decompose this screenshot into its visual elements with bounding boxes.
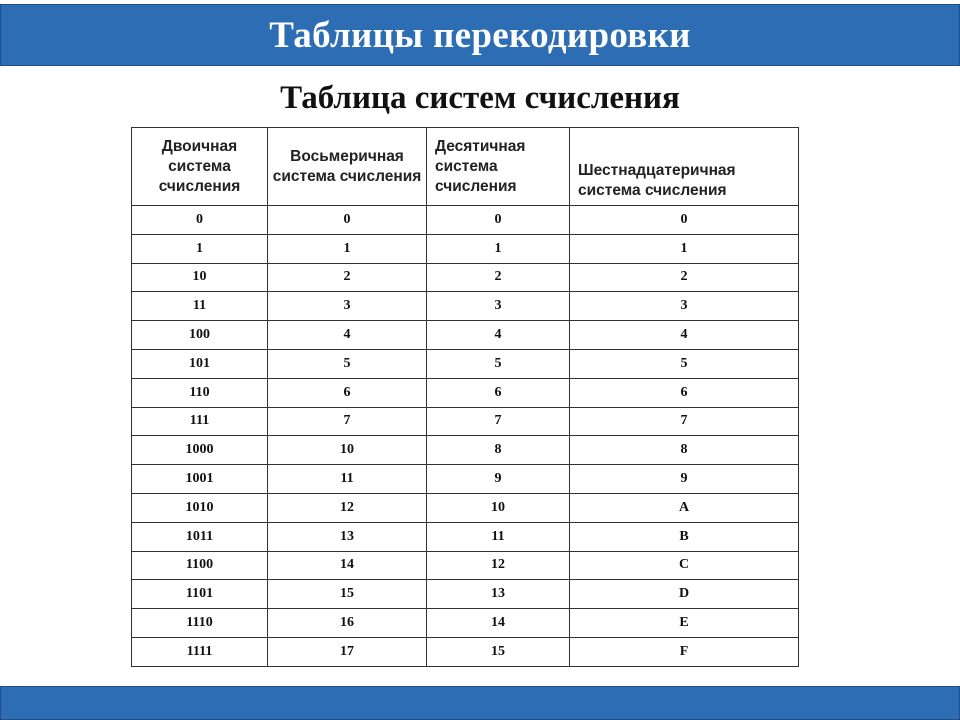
hex-cell: C [570, 551, 799, 580]
table-row [132, 465, 799, 494]
binary-cell: 1000 [132, 436, 268, 465]
hex-cell: 1 [570, 234, 799, 263]
binary-cell: 10 [132, 263, 268, 292]
decimal-cell: 14 [427, 609, 570, 638]
hex-cell: 8 [570, 436, 799, 465]
binary-cell: 101 [132, 349, 268, 378]
decimal-cell: 0 [427, 206, 570, 235]
octal-cell: 2 [268, 263, 427, 292]
column-header-decimal: Десятичная система счисления [427, 128, 570, 206]
octal-cell: 5 [268, 349, 427, 378]
hex-cell: 0 [570, 206, 799, 235]
binary-cell: 1100 [132, 551, 268, 580]
footer-bar [0, 686, 960, 720]
binary-cell: 0 [132, 206, 268, 235]
decimal-cell: 5 [427, 349, 570, 378]
binary-cell: 1001 [132, 465, 268, 494]
decimal-cell: 4 [427, 321, 570, 350]
table-row [132, 263, 799, 292]
decimal-cell: 6 [427, 378, 570, 407]
octal-cell: 10 [268, 436, 427, 465]
hex-cell: A [570, 493, 799, 522]
hex-cell: 4 [570, 321, 799, 350]
octal-cell: 1 [268, 234, 427, 263]
octal-cell: 0 [268, 206, 427, 235]
binary-cell: 100 [132, 321, 268, 350]
hex-cell: F [570, 637, 799, 666]
decimal-cell: 11 [427, 522, 570, 551]
hex-cell: 2 [570, 263, 799, 292]
hex-cell: 9 [570, 465, 799, 494]
binary-cell: 1010 [132, 493, 268, 522]
octal-cell: 12 [268, 493, 427, 522]
hex-cell: 3 [570, 292, 799, 321]
octal-cell: 11 [268, 465, 427, 494]
table-row [132, 234, 799, 263]
page-title: Таблицы перекодировки [269, 14, 691, 56]
table-title: Таблица систем счисления [280, 80, 680, 116]
binary-cell: 1110 [132, 609, 268, 638]
decimal-cell: 9 [427, 465, 570, 494]
decimal-cell: 12 [427, 551, 570, 580]
hex-cell: B [570, 522, 799, 551]
octal-cell: 15 [268, 580, 427, 609]
octal-cell: 14 [268, 551, 427, 580]
header-bar [0, 4, 960, 66]
decimal-cell: 13 [427, 580, 570, 609]
table-row [132, 349, 799, 378]
octal-cell: 3 [268, 292, 427, 321]
binary-cell: 111 [132, 407, 268, 436]
binary-cell: 1 [132, 234, 268, 263]
decimal-cell: 3 [427, 292, 570, 321]
table-header-row [132, 128, 799, 206]
octal-cell: 13 [268, 522, 427, 551]
table-body [132, 206, 799, 667]
octal-cell: 7 [268, 407, 427, 436]
hex-cell: 7 [570, 407, 799, 436]
decimal-cell: 2 [427, 263, 570, 292]
table-row [132, 206, 799, 235]
table-row [132, 292, 799, 321]
column-header-octal: Восьмеричная система счисления [268, 128, 427, 206]
table-row [132, 551, 799, 580]
decimal-cell: 1 [427, 234, 570, 263]
octal-cell: 6 [268, 378, 427, 407]
decimal-cell: 15 [427, 637, 570, 666]
binary-cell: 11 [132, 292, 268, 321]
decimal-cell: 7 [427, 407, 570, 436]
octal-cell: 4 [268, 321, 427, 350]
binary-cell: 1101 [132, 580, 268, 609]
binary-cell: 110 [132, 378, 268, 407]
table-row [132, 580, 799, 609]
hex-cell: 6 [570, 378, 799, 407]
table-row [132, 637, 799, 666]
table-row [132, 493, 799, 522]
table-row [132, 378, 799, 407]
conversion-table [131, 127, 799, 667]
table-row [132, 522, 799, 551]
hex-cell: 5 [570, 349, 799, 378]
octal-cell: 17 [268, 637, 427, 666]
octal-cell: 16 [268, 609, 427, 638]
column-header-binary: Двоичная система счисления [132, 128, 268, 206]
binary-cell: 1111 [132, 637, 268, 666]
decimal-cell: 10 [427, 493, 570, 522]
table-row [132, 407, 799, 436]
conversion-table-container [131, 127, 798, 667]
table-row [132, 609, 799, 638]
table-row [132, 321, 799, 350]
decimal-cell: 8 [427, 436, 570, 465]
column-header-hexadecimal: Шестнадцатеричная система счисления [570, 128, 799, 206]
hex-cell: D [570, 580, 799, 609]
hex-cell: E [570, 609, 799, 638]
binary-cell: 1011 [132, 522, 268, 551]
table-row [132, 436, 799, 465]
